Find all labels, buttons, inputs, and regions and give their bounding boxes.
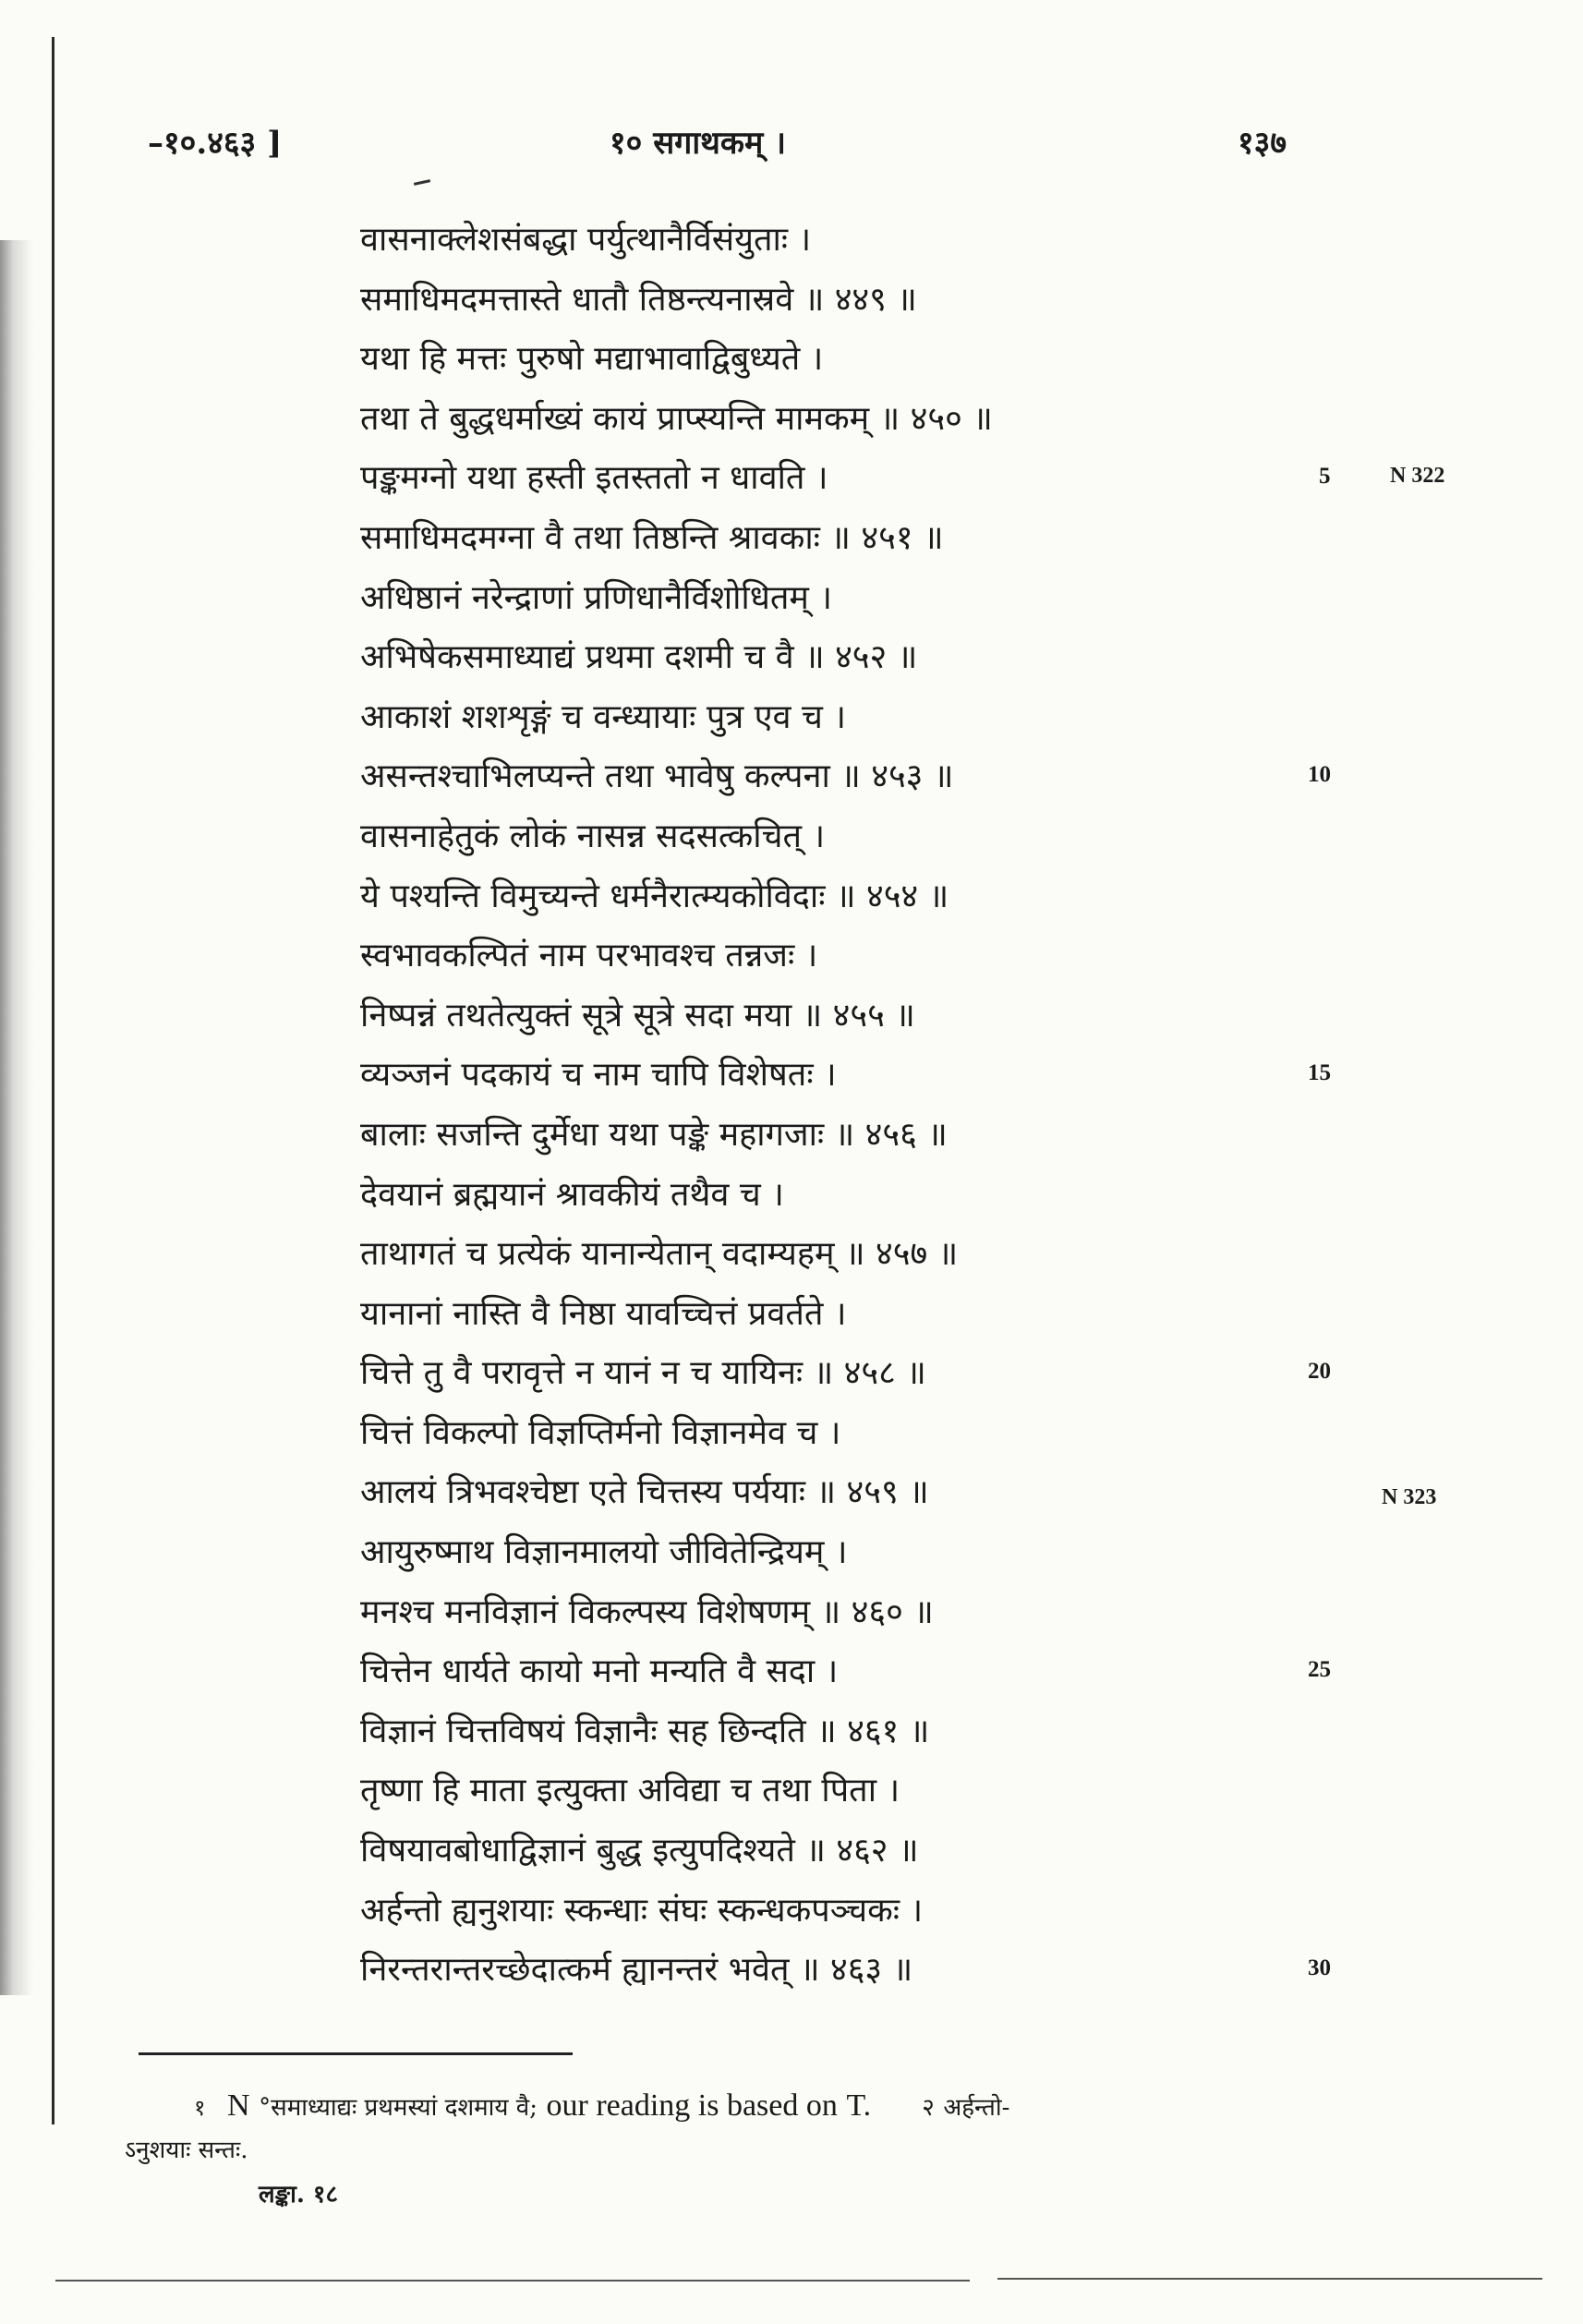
verse-line: निष्पन्नं तथतेत्युक्तं सूत्रे सूत्रे सदा मया ॥ ४५५ ॥ <box>360 996 915 1035</box>
footnote-siglum: N <box>227 2088 250 2123</box>
verse-line: चित्तेन धार्यते कायो मनो मन्यति वै सदा । <box>360 1652 839 1691</box>
footnote-number: २ <box>922 2094 935 2122</box>
verse-line: अर्हन्तो ह्यनुशयाः स्कन्धाः संघः स्कन्धकपञ्चकः । <box>360 1891 924 1930</box>
verse-line: वासनाक्लेशसंबद्धा पर्युत्थानैर्विसंयुताः । <box>360 221 812 259</box>
verse-line: आयुरुष्माथ विज्ञानमालयो जीवितेन्द्रियम् । <box>360 1533 848 1572</box>
header-verse-range: –१०.४६३ ] <box>148 125 283 162</box>
page-bottom-edge <box>55 2280 970 2282</box>
verse-line: पङ्कमग्नो यथा हस्ती इतस्ततो न धावति । <box>360 459 828 498</box>
binding-edge <box>52 37 54 2124</box>
footnote-source: T. <box>846 2088 872 2123</box>
verse-line: यथा हि मत्तः पुरुषो मद्याभावाद्विबुध्यते । <box>360 340 824 379</box>
manuscript-ref: N 322 <box>1390 464 1445 488</box>
line-number: 10 <box>1308 762 1331 787</box>
verse-line: समाधिमदमत्तास्ते धातौ तिष्ठन्त्यनास्रवे ॥ ४४९ ॥ <box>360 280 917 319</box>
verse-line: विज्ञानं चित्तविषयं विज्ञानैः सह छिन्दति ॥ ४६१ ॥ <box>360 1712 930 1750</box>
verse-line: अधिष्ठानं नरेन्द्राणां प्रणिधानैर्विशोधितम् । <box>360 578 833 617</box>
footnote-rule <box>139 2052 573 2055</box>
verse-line: तथा ते बुद्धधर्माख्यं कायं प्राप्स्यन्ति मामकम् ॥ ४५० ॥ <box>360 399 993 438</box>
line-number: 20 <box>1308 1359 1331 1384</box>
verse-line: यानानां नास्ति वै निष्ठा यावच्चित्तं प्रवर्तते । <box>360 1294 847 1333</box>
stray-mark <box>414 179 430 186</box>
verse-line: ये पश्यन्ति विमुच्यन्ते धर्मनैरात्म्यकोविदाः ॥ ४५४ ॥ <box>360 877 949 915</box>
verse-line: समाधिमदमग्ना वै तथा तिष्ठन्ति श्रावकाः ॥ ४५१ ॥ <box>360 518 944 557</box>
footnote-variant: °समाध्याद्यः प्रथमस्यां दशमाय वै; <box>259 2094 538 2122</box>
footnote-variant: अर्हन्तो- <box>943 2094 1010 2122</box>
verse-line: वासनाहेतुकं लोकं नासन्न सदसत्कचित् । <box>360 817 826 855</box>
binding-shadow <box>0 240 33 1995</box>
verse-line: आलयं त्रिभवश्चेष्टा एते चित्तस्य पर्ययाः ॥ ४५९ ॥ <box>360 1473 929 1512</box>
verse-line: स्वभावकल्पितं नाम परभावश्च तन्नजः । <box>360 937 818 975</box>
verse-line: बालाः सजन्ति दुर्मेधा यथा पङ्के महागजाः ॥ ४५६ ॥ <box>360 1115 948 1154</box>
verse-line: ताथागतं च प्रत्येकं यानान्येतान् वदाम्यहम् ॥ ४५७ ॥ <box>360 1235 959 1274</box>
verse-line: अभिषेकसमाध्याद्यं प्रथमा दशमी च वै ॥ ४५२ ॥ <box>360 638 918 677</box>
line-number: 25 <box>1308 1657 1331 1682</box>
manuscript-ref: N 323 <box>1382 1485 1437 1509</box>
verse-line: विषयावबोधाद्विज्ञानं बुद्ध इत्युपदिश्यते ॥ ४६२ ॥ <box>360 1832 919 1870</box>
running-header <box>0 120 1583 166</box>
verse-line: आकाशं शशशृङ्गं च वन्ध्यायाः पुत्र एव च । <box>360 697 846 736</box>
footnote-remark: our reading is based on <box>546 2088 838 2123</box>
verse-line: मनश्च मनविज्ञानं विकल्पस्य विशेषणम् ॥ ४६० ॥ <box>360 1592 934 1631</box>
verse-line: चित्ते तु वै परावृत्ते न यानं न च यायिनः ॥ ४५८ ॥ <box>360 1354 926 1393</box>
verse-line: देवयानं ब्रह्मयानं श्रावकीयं तथैव च । <box>360 1175 784 1214</box>
page-number: १३७ <box>1238 125 1287 162</box>
footnote-continuation: ऽनुशयाः सन्तः. <box>125 2136 248 2164</box>
line-number: 15 <box>1308 1060 1331 1085</box>
header-chapter-title: १० सगाथकम् । <box>610 125 787 162</box>
verse-line: व्यञ्जनं पदकायं च नाम चापि विशेषतः । <box>360 1056 837 1095</box>
verse-line: असन्तश्चाभिलप्यन्ते तथा भावेषु कल्पना ॥ ४५३ ॥ <box>360 757 954 796</box>
verse-line: चित्तं विकल्पो विज्ञप्तिर्मनो विज्ञानमेव च । <box>360 1413 841 1452</box>
line-number: 30 <box>1308 1955 1331 1980</box>
verse-block <box>360 211 1284 2001</box>
verse-line: तृष्णा हि माता इत्युक्ता अविद्या च तथा पिता । <box>360 1772 900 1810</box>
footnote-number: १ <box>194 2095 206 2121</box>
page-bottom-edge <box>997 2278 1542 2280</box>
verse-line: निरन्तरान्तरच्छेदात्कर्म ह्यानन्तरं भवेत् ॥ ४६३ ॥ <box>360 1951 913 1990</box>
line-number: 5 <box>1319 464 1331 489</box>
printer-signature: लङ्का. १८ <box>259 2181 338 2209</box>
footnote <box>194 2088 1395 2126</box>
